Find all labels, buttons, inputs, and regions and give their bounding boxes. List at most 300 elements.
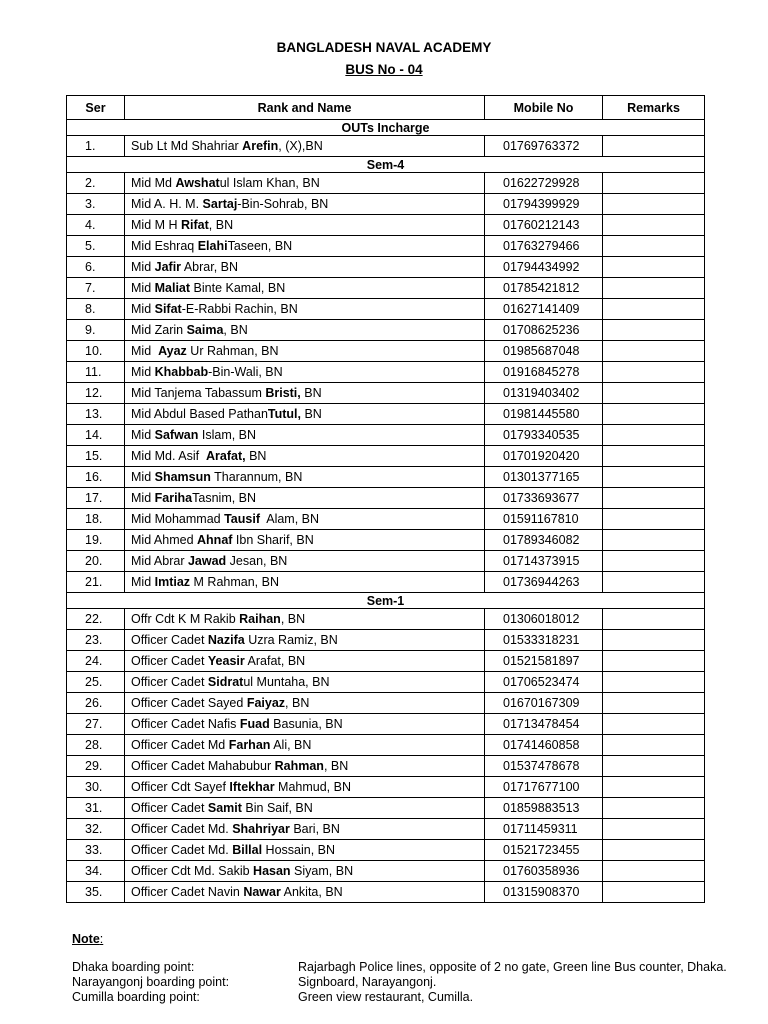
mobile-cell: 01717677100 (485, 777, 603, 798)
serial-cell: 34. (67, 861, 125, 882)
mobile-cell: 01521581897 (485, 651, 603, 672)
table-row (67, 215, 705, 236)
name-part: BN (245, 449, 267, 463)
name-part: Taseen, BN (227, 239, 293, 253)
name-bold-part: Hasan (253, 864, 291, 878)
section-heading: OUTs Incharge (67, 120, 705, 136)
serial-cell: 19. (67, 530, 125, 551)
name-bold-part: Maliat (154, 281, 191, 295)
name-part: Uzra Ramiz, BN (244, 633, 338, 647)
table-row (67, 756, 705, 777)
mobile-cell: 01711459311 (485, 819, 603, 840)
rank-name-cell (125, 215, 485, 236)
remarks-cell (603, 173, 705, 194)
passenger-table (66, 95, 705, 903)
note-label: Narayangonj boarding point: (72, 975, 230, 989)
name-part: BN (300, 386, 322, 400)
mobile-cell: 01736944263 (485, 572, 603, 593)
name-bold-part: Shamsun (154, 470, 211, 484)
note-heading (72, 932, 103, 946)
mobile-cell: 01794434992 (485, 257, 603, 278)
table-row (67, 840, 705, 861)
remarks-cell (603, 756, 705, 777)
mobile-cell: 01789346082 (485, 530, 603, 551)
serial-cell: 8. (67, 299, 125, 320)
serial-cell: 16. (67, 467, 125, 488)
serial-cell: 35. (67, 882, 125, 903)
remarks-cell (603, 467, 705, 488)
serial-cell: 21. (67, 572, 125, 593)
name-bold-part: Fariha (154, 491, 193, 505)
remarks-cell (603, 714, 705, 735)
rank-name-cell (125, 136, 485, 157)
serial-cell: 20. (67, 551, 125, 572)
name-bold-part: Jafir (154, 260, 182, 274)
rank-name-cell (125, 756, 485, 777)
table-row (67, 136, 705, 157)
serial-cell: 29. (67, 756, 125, 777)
name-bold-part: Nawar (243, 885, 281, 899)
mobile-cell: 01794399929 (485, 194, 603, 215)
note-value: Green view restaurant, Cumilla. (298, 990, 474, 1004)
remarks-cell (603, 509, 705, 530)
name-bold-part: Sidrat (207, 675, 244, 689)
note-heading-colon: : (99, 932, 104, 946)
table-row (67, 236, 705, 257)
name-bold-part: Jawad (187, 554, 227, 568)
name-bold-part: Bristi, (265, 386, 301, 400)
mobile-cell: 01521723455 (485, 840, 603, 861)
table-row (67, 882, 705, 903)
serial-cell: 4. (67, 215, 125, 236)
rank-name-cell (125, 735, 485, 756)
rank-name-cell (125, 320, 485, 341)
mobile-cell: 01670167309 (485, 693, 603, 714)
name-part: Ali, BN (270, 738, 312, 752)
table-row (67, 194, 705, 215)
mobile-cell: 01733693677 (485, 488, 603, 509)
mobile-cell: 01859883513 (485, 798, 603, 819)
serial-cell: 18. (67, 509, 125, 530)
bus-number-title: BUS No - 04 (345, 62, 423, 77)
table-row (67, 714, 705, 735)
rank-name-cell (125, 840, 485, 861)
name-part: Tasnim, BN (192, 491, 257, 505)
name-part: Mid (131, 344, 159, 358)
rank-name-cell (125, 236, 485, 257)
name-part: Mid Ahmed (131, 533, 198, 547)
name-part: , BN (285, 696, 310, 710)
remarks-cell (603, 320, 705, 341)
name-bold-part: Rifat (181, 218, 209, 232)
serial-cell: 32. (67, 819, 125, 840)
name-part: Officer Cdt Md. Sakib (131, 864, 254, 878)
name-bold-part: Sifat (154, 302, 182, 316)
serial-cell: 27. (67, 714, 125, 735)
name-bold-part: Awshat (175, 176, 220, 190)
name-bold-part: Iftekhar (229, 780, 275, 794)
name-part: Officer Cadet Sayed (131, 696, 247, 710)
name-part: M Rahman, BN (190, 575, 279, 589)
section-heading-row (67, 157, 705, 173)
name-bold-part: Arafat, (206, 449, 246, 463)
mobile-cell: 01981445580 (485, 404, 603, 425)
document-title: BANGLADESH NAVAL ACADEMY (276, 40, 492, 55)
section-heading-row (67, 120, 705, 136)
column-header-ser: Ser (67, 96, 125, 120)
name-part: Mid Md. Asif (131, 449, 207, 463)
rank-name-cell (125, 467, 485, 488)
name-part: Mid Md (131, 176, 176, 190)
rank-name-cell (125, 609, 485, 630)
name-part: , BN (280, 612, 306, 626)
rank-name-cell (125, 425, 485, 446)
remarks-cell (603, 341, 705, 362)
table-row (67, 530, 705, 551)
rank-name-cell (125, 362, 485, 383)
remarks-cell (603, 194, 705, 215)
remarks-cell (603, 257, 705, 278)
mobile-cell: 01627141409 (485, 299, 603, 320)
rank-name-cell (125, 383, 485, 404)
name-part: Mid (131, 491, 155, 505)
name-bold-part: Nazifa (207, 633, 245, 647)
table-row (67, 572, 705, 593)
remarks-cell (603, 651, 705, 672)
section-heading: Sem-4 (67, 157, 705, 173)
table-row (67, 630, 705, 651)
name-part: Bin Saif, BN (241, 801, 313, 815)
table-row (67, 861, 705, 882)
remarks-cell (603, 630, 705, 651)
rank-name-cell (125, 630, 485, 651)
name-part: -E-Rabbi Rachin, BN (181, 302, 298, 316)
remarks-cell (603, 278, 705, 299)
name-part: Abrar, BN (181, 260, 239, 274)
remarks-cell (603, 672, 705, 693)
mobile-cell: 01985687048 (485, 341, 603, 362)
name-part: Officer Cadet Mahabubur (131, 759, 275, 773)
mobile-cell: 01315908370 (485, 882, 603, 903)
table-row (67, 278, 705, 299)
note-label: Dhaka boarding point: (72, 960, 195, 974)
serial-cell: 30. (67, 777, 125, 798)
mobile-cell: 01741460858 (485, 735, 603, 756)
table-row (67, 735, 705, 756)
rank-name-cell (125, 530, 485, 551)
table-row (67, 693, 705, 714)
name-part: Mid M H (131, 218, 181, 232)
table-row (67, 425, 705, 446)
name-part: Mid (131, 575, 155, 589)
name-bold-part: Safwan (154, 428, 199, 442)
name-part: , BN (208, 218, 234, 232)
table-row (67, 467, 705, 488)
name-part: Mid A. H. M. (131, 197, 203, 211)
table-row (67, 362, 705, 383)
mobile-cell: 01785421812 (485, 278, 603, 299)
name-part: Mid (131, 260, 155, 274)
remarks-cell (603, 840, 705, 861)
name-part: Mid Tanjema Tabassum (131, 386, 266, 400)
serial-cell: 12. (67, 383, 125, 404)
rank-name-cell (125, 693, 485, 714)
serial-cell: 14. (67, 425, 125, 446)
rank-name-cell (125, 299, 485, 320)
rank-name-cell (125, 798, 485, 819)
rank-name-cell (125, 488, 485, 509)
rank-name-cell (125, 446, 485, 467)
name-part: Siyam, BN (290, 864, 354, 878)
rank-name-cell (125, 882, 485, 903)
column-header-rank-name: Rank and Name (125, 96, 485, 120)
serial-cell: 3. (67, 194, 125, 215)
name-bold-part: Farhan (228, 738, 271, 752)
name-part: Mid (131, 302, 155, 316)
table-row (67, 320, 705, 341)
name-part: , BN (323, 759, 349, 773)
name-bold-part: Fuad (239, 717, 270, 731)
remarks-cell (603, 882, 705, 903)
serial-cell: 24. (67, 651, 125, 672)
table-row (67, 609, 705, 630)
rank-name-cell (125, 651, 485, 672)
remarks-cell (603, 777, 705, 798)
note-heading-text: Note (72, 932, 100, 946)
serial-cell: 11. (67, 362, 125, 383)
name-part: Officer Cadet (131, 633, 208, 647)
name-part: -Bin-Sohrab, BN (237, 197, 329, 211)
name-part: Mid Abdul Based Pathan (131, 407, 268, 421)
column-header-mobile: Mobile No (485, 96, 603, 120)
table-row (67, 509, 705, 530)
name-part: Mid Mohammad (131, 512, 225, 526)
table-row (67, 173, 705, 194)
name-part: BN (301, 407, 322, 421)
serial-cell: 31. (67, 798, 125, 819)
remarks-cell (603, 404, 705, 425)
name-bold-part: Saima (186, 323, 224, 337)
name-bold-part: Arefin (242, 139, 279, 153)
remarks-cell (603, 299, 705, 320)
serial-cell: 13. (67, 404, 125, 425)
mobile-cell: 01708625236 (485, 320, 603, 341)
mobile-cell: 01769763372 (485, 136, 603, 157)
remarks-cell (603, 819, 705, 840)
serial-cell: 7. (67, 278, 125, 299)
rank-name-cell (125, 278, 485, 299)
name-bold-part: Elahi (197, 239, 228, 253)
remarks-cell (603, 609, 705, 630)
name-part: Mid Abrar (131, 554, 188, 568)
rank-name-cell (125, 173, 485, 194)
name-part: Officer Cadet Md (131, 738, 229, 752)
serial-cell: 28. (67, 735, 125, 756)
mobile-cell: 01319403402 (485, 383, 603, 404)
remarks-cell (603, 551, 705, 572)
name-part: Sub Lt Md Shahriar (131, 139, 243, 153)
remarks-cell (603, 215, 705, 236)
mobile-cell: 01537478678 (485, 756, 603, 777)
mobile-cell: 01701920420 (485, 446, 603, 467)
table-row (67, 819, 705, 840)
name-bold-part: Khabbab (154, 365, 209, 379)
name-part: Officer Cadet Md. (131, 822, 233, 836)
remarks-cell (603, 383, 705, 404)
section-heading: Sem-1 (67, 593, 705, 609)
remarks-cell (603, 693, 705, 714)
name-part: Mid Eshraq (131, 239, 198, 253)
serial-cell: 15. (67, 446, 125, 467)
mobile-cell: 01763279466 (485, 236, 603, 257)
table-row (67, 777, 705, 798)
name-part: Officer Cadet Navin (131, 885, 244, 899)
serial-cell: 1. (67, 136, 125, 157)
serial-cell: 5. (67, 236, 125, 257)
remarks-cell (603, 530, 705, 551)
name-part: Officer Cdt Sayef (131, 780, 230, 794)
rank-name-cell (125, 777, 485, 798)
name-part: Alam, BN (259, 512, 320, 526)
mobile-cell: 01714373915 (485, 551, 603, 572)
name-part: Islam, BN (198, 428, 257, 442)
name-bold-part: Rahman (274, 759, 324, 773)
remarks-cell (603, 798, 705, 819)
name-bold-part: Raihan (239, 612, 281, 626)
name-part: Jesan, BN (226, 554, 288, 568)
rank-name-cell (125, 341, 485, 362)
name-part: Bari, BN (289, 822, 340, 836)
section-heading-row (67, 593, 705, 609)
name-part: -Bin-Wali, BN (208, 365, 283, 379)
name-bold-part: Ayaz (158, 344, 187, 358)
serial-cell: 26. (67, 693, 125, 714)
mobile-cell: 01591167810 (485, 509, 603, 530)
name-part: ul Islam Khan, BN (219, 176, 320, 190)
table-row (67, 257, 705, 278)
rank-name-cell (125, 714, 485, 735)
name-part: Binte Kamal, BN (190, 281, 286, 295)
name-bold-part: Samit (207, 801, 242, 815)
name-part: Mid (131, 365, 155, 379)
name-bold-part: Imtiaz (154, 575, 191, 589)
name-part: , BN (223, 323, 248, 337)
mobile-cell: 01533318231 (485, 630, 603, 651)
remarks-cell (603, 136, 705, 157)
name-part: ul Muntaha, BN (243, 675, 330, 689)
serial-cell: 22. (67, 609, 125, 630)
note-label: Cumilla boarding point: (72, 990, 200, 1004)
name-part: Ur Rahman, BN (186, 344, 279, 358)
name-bold-part: Shahriyar (232, 822, 290, 836)
note-value: Signboard, Narayangonj. (298, 975, 437, 989)
rank-name-cell (125, 861, 485, 882)
name-part: , (X),BN (278, 139, 323, 153)
table-row (67, 446, 705, 467)
name-part: Officer Cadet (131, 675, 208, 689)
table-row (67, 798, 705, 819)
mobile-cell: 01793340535 (485, 425, 603, 446)
rank-name-cell (125, 551, 485, 572)
rank-name-cell (125, 672, 485, 693)
remarks-cell (603, 861, 705, 882)
table-row (67, 299, 705, 320)
rank-name-cell (125, 509, 485, 530)
name-part: Arafat, BN (244, 654, 306, 668)
rank-name-cell (125, 819, 485, 840)
remarks-cell (603, 362, 705, 383)
table-row (67, 488, 705, 509)
serial-cell: 33. (67, 840, 125, 861)
name-part: Officer Cadet Md. (131, 843, 233, 857)
serial-cell: 23. (67, 630, 125, 651)
mobile-cell: 01706523474 (485, 672, 603, 693)
table-row (67, 404, 705, 425)
remarks-cell (603, 236, 705, 257)
name-part: Officer Cadet Nafis (131, 717, 240, 731)
name-part: Ankita, BN (280, 885, 343, 899)
rank-name-cell (125, 404, 485, 425)
table-header-row (67, 96, 705, 120)
name-part: Mahmud, BN (274, 780, 351, 794)
name-part: Officer Cadet (131, 801, 208, 815)
name-part: Offr Cdt K M Rakib (131, 612, 240, 626)
name-part: Mid (131, 281, 155, 295)
name-part: Basunia, BN (269, 717, 343, 731)
name-part: Mid (131, 470, 155, 484)
serial-cell: 25. (67, 672, 125, 693)
serial-cell: 17. (67, 488, 125, 509)
name-part: Ibn Sharif, BN (232, 533, 314, 547)
name-part: Officer Cadet (131, 654, 208, 668)
name-bold-part: Sartaj (202, 197, 238, 211)
column-header-remarks: Remarks (603, 96, 705, 120)
mobile-cell: 01916845278 (485, 362, 603, 383)
serial-cell: 2. (67, 173, 125, 194)
remarks-cell (603, 446, 705, 467)
note-value: Rajarbagh Police lines, opposite of 2 no gate, Green line Bus counter, Dhaka. (298, 960, 727, 974)
name-bold-part: Tausif (224, 512, 260, 526)
name-bold-part: Ahnaf (197, 533, 233, 547)
table-row (67, 551, 705, 572)
remarks-cell (603, 425, 705, 446)
name-bold-part: Billal (232, 843, 263, 857)
remarks-cell (603, 735, 705, 756)
name-part: Mid (131, 428, 155, 442)
mobile-cell: 01760358936 (485, 861, 603, 882)
mobile-cell: 01622729928 (485, 173, 603, 194)
name-part: Mid Zarin (131, 323, 187, 337)
serial-cell: 9. (67, 320, 125, 341)
remarks-cell (603, 572, 705, 593)
mobile-cell: 01301377165 (485, 467, 603, 488)
table-row (67, 651, 705, 672)
table-row (67, 341, 705, 362)
rank-name-cell (125, 572, 485, 593)
name-bold-part: Yeasir (207, 654, 245, 668)
mobile-cell: 01306018012 (485, 609, 603, 630)
serial-cell: 10. (67, 341, 125, 362)
table-row (67, 672, 705, 693)
table-row (67, 383, 705, 404)
remarks-cell (603, 488, 705, 509)
rank-name-cell (125, 194, 485, 215)
name-part: Tharannum, BN (210, 470, 303, 484)
mobile-cell: 01760212143 (485, 215, 603, 236)
name-part: Hossain, BN (262, 843, 336, 857)
rank-name-cell (125, 257, 485, 278)
name-bold-part: Faiyaz (246, 696, 286, 710)
